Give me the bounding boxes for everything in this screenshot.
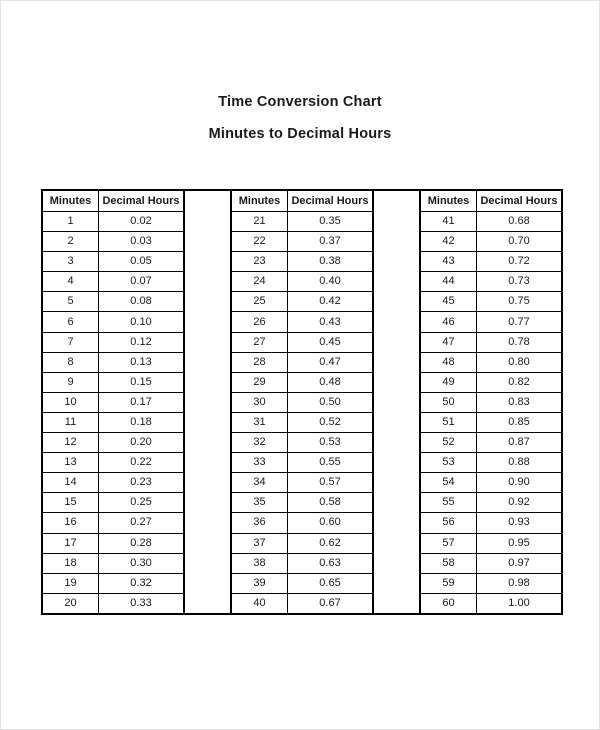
minutes-cell: 25 <box>231 292 288 312</box>
document-subtitle: Minutes to Decimal Hours <box>208 126 392 142</box>
table-row <box>231 252 373 272</box>
table-row <box>42 493 184 513</box>
minutes-cell: 15 <box>42 493 99 513</box>
table-row <box>420 332 562 352</box>
decimal-hours-cell: 0.08 <box>99 292 185 312</box>
table-row <box>42 332 184 352</box>
conversion-table-2 <box>230 189 374 615</box>
decimal-hours-cell: 0.42 <box>288 292 374 312</box>
table-row <box>42 312 184 332</box>
decimal-hours-cell: 0.38 <box>288 252 374 272</box>
minutes-cell: 12 <box>42 433 99 453</box>
minutes-cell: 57 <box>420 533 477 553</box>
table-row <box>42 412 184 432</box>
table-row <box>231 433 373 453</box>
decimal-hours-cell: 0.83 <box>477 392 563 412</box>
table-header-row <box>42 190 184 212</box>
decimal-hours-cell: 0.43 <box>288 312 374 332</box>
decimal-hours-cell: 0.67 <box>288 593 374 614</box>
minutes-cell: 24 <box>231 272 288 292</box>
minutes-cell: 37 <box>231 533 288 553</box>
minutes-cell: 13 <box>42 453 99 473</box>
decimal-hours-cell: 0.75 <box>477 292 563 312</box>
decimal-hours-cell: 0.33 <box>99 593 185 614</box>
minutes-cell: 11 <box>42 412 99 432</box>
decimal-hours-cell: 0.40 <box>288 272 374 292</box>
table-row <box>231 473 373 493</box>
table-row <box>42 292 184 312</box>
table-row <box>420 252 562 272</box>
decimal-hours-cell: 0.37 <box>288 232 374 252</box>
decimal-hours-cell: 0.50 <box>288 392 374 412</box>
minutes-cell: 28 <box>231 352 288 372</box>
table-row <box>420 533 562 553</box>
table-row <box>231 493 373 513</box>
decimal-hours-cell: 0.62 <box>288 533 374 553</box>
minutes-cell: 5 <box>42 292 99 312</box>
minutes-cell: 51 <box>420 412 477 432</box>
table-row <box>231 212 373 232</box>
table-row <box>420 493 562 513</box>
table-spacer <box>374 189 419 615</box>
minutes-header: Minutes <box>42 190 99 212</box>
decimal-hours-cell: 0.17 <box>99 392 185 412</box>
minutes-cell: 17 <box>42 533 99 553</box>
minutes-cell: 50 <box>420 392 477 412</box>
minutes-cell: 14 <box>42 473 99 493</box>
decimal-hours-cell: 0.30 <box>99 553 185 573</box>
decimal-hours-cell: 0.97 <box>477 553 563 573</box>
decimal-hours-cell: 0.52 <box>288 412 374 432</box>
table-row <box>231 533 373 553</box>
minutes-cell: 29 <box>231 372 288 392</box>
decimal-hours-cell: 0.55 <box>288 453 374 473</box>
minutes-cell: 6 <box>42 312 99 332</box>
minutes-cell: 21 <box>231 212 288 232</box>
minutes-cell: 56 <box>420 513 477 533</box>
minutes-header: Minutes <box>420 190 477 212</box>
decimal-hours-cell: 0.87 <box>477 433 563 453</box>
decimal-hours-header: Decimal Hours <box>99 190 185 212</box>
decimal-hours-cell: 0.85 <box>477 412 563 432</box>
decimal-hours-cell: 0.90 <box>477 473 563 493</box>
table-row <box>420 392 562 412</box>
minutes-cell: 59 <box>420 573 477 593</box>
decimal-hours-cell: 0.23 <box>99 473 185 493</box>
table-row <box>231 573 373 593</box>
minutes-cell: 30 <box>231 392 288 412</box>
minutes-cell: 9 <box>42 372 99 392</box>
minutes-cell: 35 <box>231 493 288 513</box>
minutes-header: Minutes <box>231 190 288 212</box>
decimal-hours-cell: 0.58 <box>288 493 374 513</box>
table-row <box>42 553 184 573</box>
table-spacer <box>185 189 230 615</box>
table-row <box>42 352 184 372</box>
table-row <box>420 553 562 573</box>
minutes-cell: 55 <box>420 493 477 513</box>
decimal-hours-cell: 0.05 <box>99 252 185 272</box>
table-row <box>42 593 184 614</box>
decimal-hours-cell: 0.28 <box>99 533 185 553</box>
decimal-hours-cell: 0.60 <box>288 513 374 533</box>
decimal-hours-cell: 0.02 <box>99 212 185 232</box>
minutes-cell: 22 <box>231 232 288 252</box>
minutes-cell: 39 <box>231 573 288 593</box>
table-row <box>42 473 184 493</box>
decimal-hours-cell: 0.32 <box>99 573 185 593</box>
decimal-hours-cell: 0.57 <box>288 473 374 493</box>
minutes-cell: 26 <box>231 312 288 332</box>
minutes-cell: 3 <box>42 252 99 272</box>
minutes-cell: 1 <box>42 212 99 232</box>
table-row <box>42 433 184 453</box>
table-row <box>420 473 562 493</box>
minutes-cell: 45 <box>420 292 477 312</box>
minutes-cell: 47 <box>420 332 477 352</box>
table-row <box>42 513 184 533</box>
minutes-cell: 27 <box>231 332 288 352</box>
decimal-hours-cell: 0.72 <box>477 252 563 272</box>
conversion-table-3 <box>419 189 563 615</box>
minutes-cell: 18 <box>42 553 99 573</box>
minutes-cell: 16 <box>42 513 99 533</box>
decimal-hours-cell: 0.13 <box>99 352 185 372</box>
table-row <box>420 212 562 232</box>
minutes-cell: 42 <box>420 232 477 252</box>
table-row <box>420 453 562 473</box>
table-row <box>231 453 373 473</box>
table-row <box>42 372 184 392</box>
conversion-table-body <box>420 212 562 614</box>
decimal-hours-cell: 0.07 <box>99 272 185 292</box>
decimal-hours-header: Decimal Hours <box>477 190 563 212</box>
minutes-cell: 38 <box>231 553 288 573</box>
decimal-hours-cell: 0.95 <box>477 533 563 553</box>
table-row <box>231 553 373 573</box>
table-row <box>420 593 562 614</box>
table-row <box>42 212 184 232</box>
minutes-cell: 33 <box>231 453 288 473</box>
decimal-hours-cell: 0.27 <box>99 513 185 533</box>
minutes-cell: 20 <box>42 593 99 614</box>
minutes-cell: 2 <box>42 232 99 252</box>
table-row <box>420 272 562 292</box>
table-row <box>231 392 373 412</box>
decimal-hours-cell: 0.80 <box>477 352 563 372</box>
table-row <box>231 513 373 533</box>
minutes-cell: 36 <box>231 513 288 533</box>
minutes-cell: 52 <box>420 433 477 453</box>
table-row <box>420 433 562 453</box>
minutes-cell: 41 <box>420 212 477 232</box>
minutes-cell: 10 <box>42 392 99 412</box>
decimal-hours-cell: 1.00 <box>477 593 563 614</box>
minutes-cell: 19 <box>42 573 99 593</box>
decimal-hours-cell: 0.45 <box>288 332 374 352</box>
table-row <box>420 573 562 593</box>
table-row <box>231 372 373 392</box>
conversion-tables <box>41 189 563 615</box>
table-row <box>42 272 184 292</box>
table-row <box>42 573 184 593</box>
minutes-cell: 43 <box>420 252 477 272</box>
table-row <box>231 312 373 332</box>
minutes-cell: 8 <box>42 352 99 372</box>
minutes-cell: 7 <box>42 332 99 352</box>
minutes-cell: 58 <box>420 553 477 573</box>
decimal-hours-header: Decimal Hours <box>288 190 374 212</box>
decimal-hours-cell: 0.12 <box>99 332 185 352</box>
table-row <box>42 232 184 252</box>
decimal-hours-cell: 0.22 <box>99 453 185 473</box>
table-header-row <box>420 190 562 212</box>
decimal-hours-cell: 0.68 <box>477 212 563 232</box>
decimal-hours-cell: 0.70 <box>477 232 563 252</box>
decimal-hours-cell: 0.93 <box>477 513 563 533</box>
decimal-hours-cell: 0.78 <box>477 332 563 352</box>
table-header-row <box>231 190 373 212</box>
decimal-hours-cell: 0.10 <box>99 312 185 332</box>
decimal-hours-cell: 0.82 <box>477 372 563 392</box>
table-row <box>420 412 562 432</box>
minutes-cell: 4 <box>42 272 99 292</box>
minutes-cell: 48 <box>420 352 477 372</box>
decimal-hours-cell: 0.35 <box>288 212 374 232</box>
decimal-hours-cell: 0.92 <box>477 493 563 513</box>
table-row <box>231 412 373 432</box>
minutes-cell: 23 <box>231 252 288 272</box>
table-row <box>420 232 562 252</box>
table-row <box>420 312 562 332</box>
table-row <box>231 232 373 252</box>
decimal-hours-cell: 0.48 <box>288 372 374 392</box>
table-row <box>42 533 184 553</box>
minutes-cell: 44 <box>420 272 477 292</box>
table-row <box>231 292 373 312</box>
decimal-hours-cell: 0.03 <box>99 232 185 252</box>
document-title: Time Conversion Chart <box>218 94 382 110</box>
minutes-cell: 49 <box>420 372 477 392</box>
minutes-cell: 53 <box>420 453 477 473</box>
decimal-hours-cell: 0.18 <box>99 412 185 432</box>
minutes-cell: 34 <box>231 473 288 493</box>
minutes-cell: 46 <box>420 312 477 332</box>
minutes-cell: 60 <box>420 593 477 614</box>
conversion-table-body <box>231 212 373 614</box>
minutes-cell: 40 <box>231 593 288 614</box>
table-row <box>231 272 373 292</box>
decimal-hours-cell: 0.88 <box>477 453 563 473</box>
decimal-hours-cell: 0.98 <box>477 573 563 593</box>
decimal-hours-cell: 0.20 <box>99 433 185 453</box>
decimal-hours-cell: 0.15 <box>99 372 185 392</box>
table-row <box>420 292 562 312</box>
table-row <box>231 332 373 352</box>
decimal-hours-cell: 0.25 <box>99 493 185 513</box>
table-row <box>42 252 184 272</box>
decimal-hours-cell: 0.65 <box>288 573 374 593</box>
conversion-table-1 <box>41 189 185 615</box>
table-row <box>42 453 184 473</box>
table-row <box>42 392 184 412</box>
decimal-hours-cell: 0.77 <box>477 312 563 332</box>
minutes-cell: 32 <box>231 433 288 453</box>
table-row <box>420 372 562 392</box>
table-row <box>420 513 562 533</box>
table-row <box>231 593 373 614</box>
conversion-table-body <box>42 212 184 614</box>
table-row <box>231 352 373 372</box>
decimal-hours-cell: 0.63 <box>288 553 374 573</box>
minutes-cell: 31 <box>231 412 288 432</box>
decimal-hours-cell: 0.53 <box>288 433 374 453</box>
decimal-hours-cell: 0.73 <box>477 272 563 292</box>
minutes-cell: 54 <box>420 473 477 493</box>
decimal-hours-cell: 0.47 <box>288 352 374 372</box>
table-row <box>420 352 562 372</box>
